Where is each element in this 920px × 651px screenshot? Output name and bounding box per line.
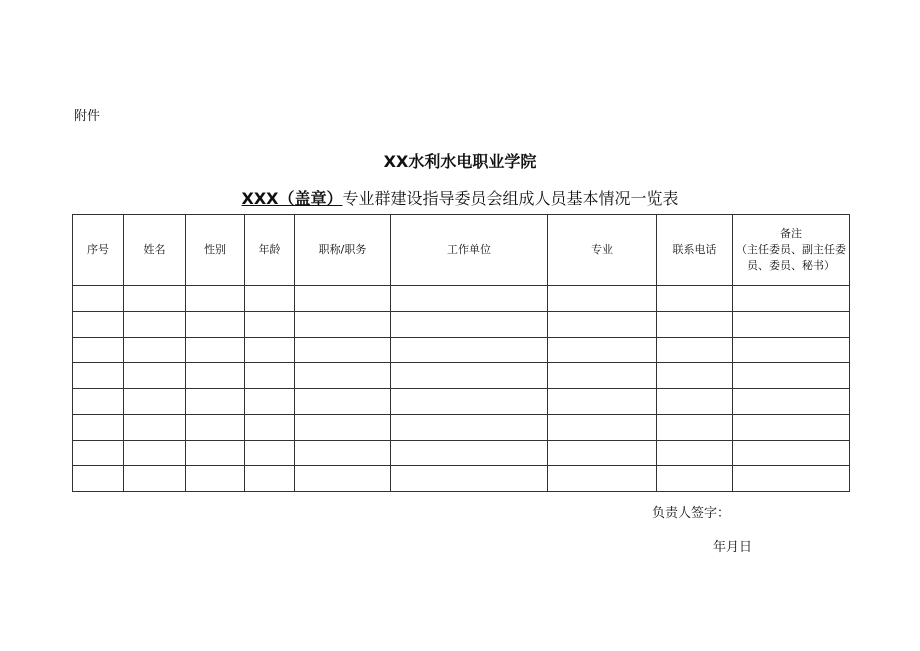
table-cell xyxy=(391,337,548,363)
header-title-position: 职称/职务 xyxy=(295,215,391,286)
table-cell xyxy=(657,337,733,363)
table-row xyxy=(73,414,850,440)
table-cell xyxy=(73,440,124,466)
table-body xyxy=(73,286,850,492)
table-cell xyxy=(186,363,245,389)
table-cell xyxy=(733,337,850,363)
table-cell xyxy=(391,286,548,312)
form-subtitle xyxy=(0,186,920,209)
table-cell xyxy=(73,389,124,415)
table-cell xyxy=(548,389,657,415)
header-name: 姓名 xyxy=(124,215,186,286)
table-row xyxy=(73,337,850,363)
table-cell xyxy=(186,286,245,312)
table-cell xyxy=(657,414,733,440)
table-cell xyxy=(295,414,391,440)
table-row xyxy=(73,466,850,492)
table-cell xyxy=(295,363,391,389)
table-cell xyxy=(73,414,124,440)
table-cell xyxy=(124,414,186,440)
table-cell xyxy=(548,440,657,466)
table-cell xyxy=(733,389,850,415)
table-row xyxy=(73,286,850,312)
table-cell xyxy=(73,363,124,389)
table-cell xyxy=(733,363,850,389)
table-cell xyxy=(124,363,186,389)
signer-label: 负责人签字： xyxy=(652,506,731,521)
table-cell xyxy=(548,466,657,492)
subtitle-main: 专业群建设指导委员会组成人员基本情况一览表 xyxy=(342,189,679,208)
table-cell xyxy=(733,414,850,440)
table-cell xyxy=(295,337,391,363)
table-cell xyxy=(391,414,548,440)
table-cell xyxy=(657,311,733,337)
table-row xyxy=(73,311,850,337)
table-cell xyxy=(548,286,657,312)
table-cell xyxy=(245,286,295,312)
table-cell xyxy=(391,363,548,389)
table-cell xyxy=(124,337,186,363)
table-cell xyxy=(548,414,657,440)
table-cell xyxy=(657,363,733,389)
table-cell xyxy=(73,337,124,363)
header-phone: 联系电话 xyxy=(657,215,733,286)
table-cell xyxy=(186,466,245,492)
table-cell xyxy=(245,311,295,337)
header-major: 专业 xyxy=(548,215,657,286)
table-cell xyxy=(733,286,850,312)
table-cell xyxy=(124,311,186,337)
remarks-label: 备注 xyxy=(780,227,802,240)
table-cell xyxy=(186,440,245,466)
header-remarks xyxy=(733,215,850,286)
table-cell xyxy=(73,466,124,492)
table-cell xyxy=(733,311,850,337)
date-label: 年月日 xyxy=(713,540,753,555)
table-cell xyxy=(657,466,733,492)
header-gender: 性别 xyxy=(186,215,245,286)
table-cell xyxy=(295,311,391,337)
table-cell xyxy=(186,311,245,337)
table-cell xyxy=(733,466,850,492)
table-cell xyxy=(733,440,850,466)
table-cell xyxy=(124,286,186,312)
header-age: 年龄 xyxy=(245,215,295,286)
table-row xyxy=(73,363,850,389)
table-cell xyxy=(295,440,391,466)
table-cell xyxy=(73,311,124,337)
header-serial-number: 序号 xyxy=(73,215,124,286)
table-cell xyxy=(245,440,295,466)
table-cell xyxy=(245,466,295,492)
table-cell xyxy=(548,337,657,363)
table-cell xyxy=(391,389,548,415)
table-cell xyxy=(245,414,295,440)
table-cell xyxy=(391,311,548,337)
table-cell xyxy=(186,389,245,415)
table-cell xyxy=(186,414,245,440)
table-cell xyxy=(657,440,733,466)
table-cell xyxy=(657,389,733,415)
table-cell xyxy=(124,466,186,492)
table-cell xyxy=(245,363,295,389)
table-cell xyxy=(295,286,391,312)
remarks-note: （主任委员、副主任委员、委员、秘书） xyxy=(736,243,846,272)
table-cell xyxy=(295,466,391,492)
table-cell xyxy=(295,389,391,415)
table-cell xyxy=(548,363,657,389)
table-cell xyxy=(186,337,245,363)
table-cell xyxy=(245,389,295,415)
table-cell xyxy=(124,389,186,415)
table-row xyxy=(73,440,850,466)
header-work-unit: 工作单位 xyxy=(391,215,548,286)
table-cell xyxy=(657,286,733,312)
table-row xyxy=(73,389,850,415)
table-cell xyxy=(391,466,548,492)
institution-title: XX水利水电职业学院 xyxy=(383,152,537,171)
table-cell xyxy=(391,440,548,466)
table-cell xyxy=(124,440,186,466)
table-cell xyxy=(245,337,295,363)
attachment-label: 附件 xyxy=(74,109,101,124)
table-header-row xyxy=(73,215,850,286)
table-cell xyxy=(548,311,657,337)
subtitle-prefix: XXX（盖章） xyxy=(241,189,343,208)
table-cell xyxy=(73,286,124,312)
member-roster-table xyxy=(72,214,850,492)
